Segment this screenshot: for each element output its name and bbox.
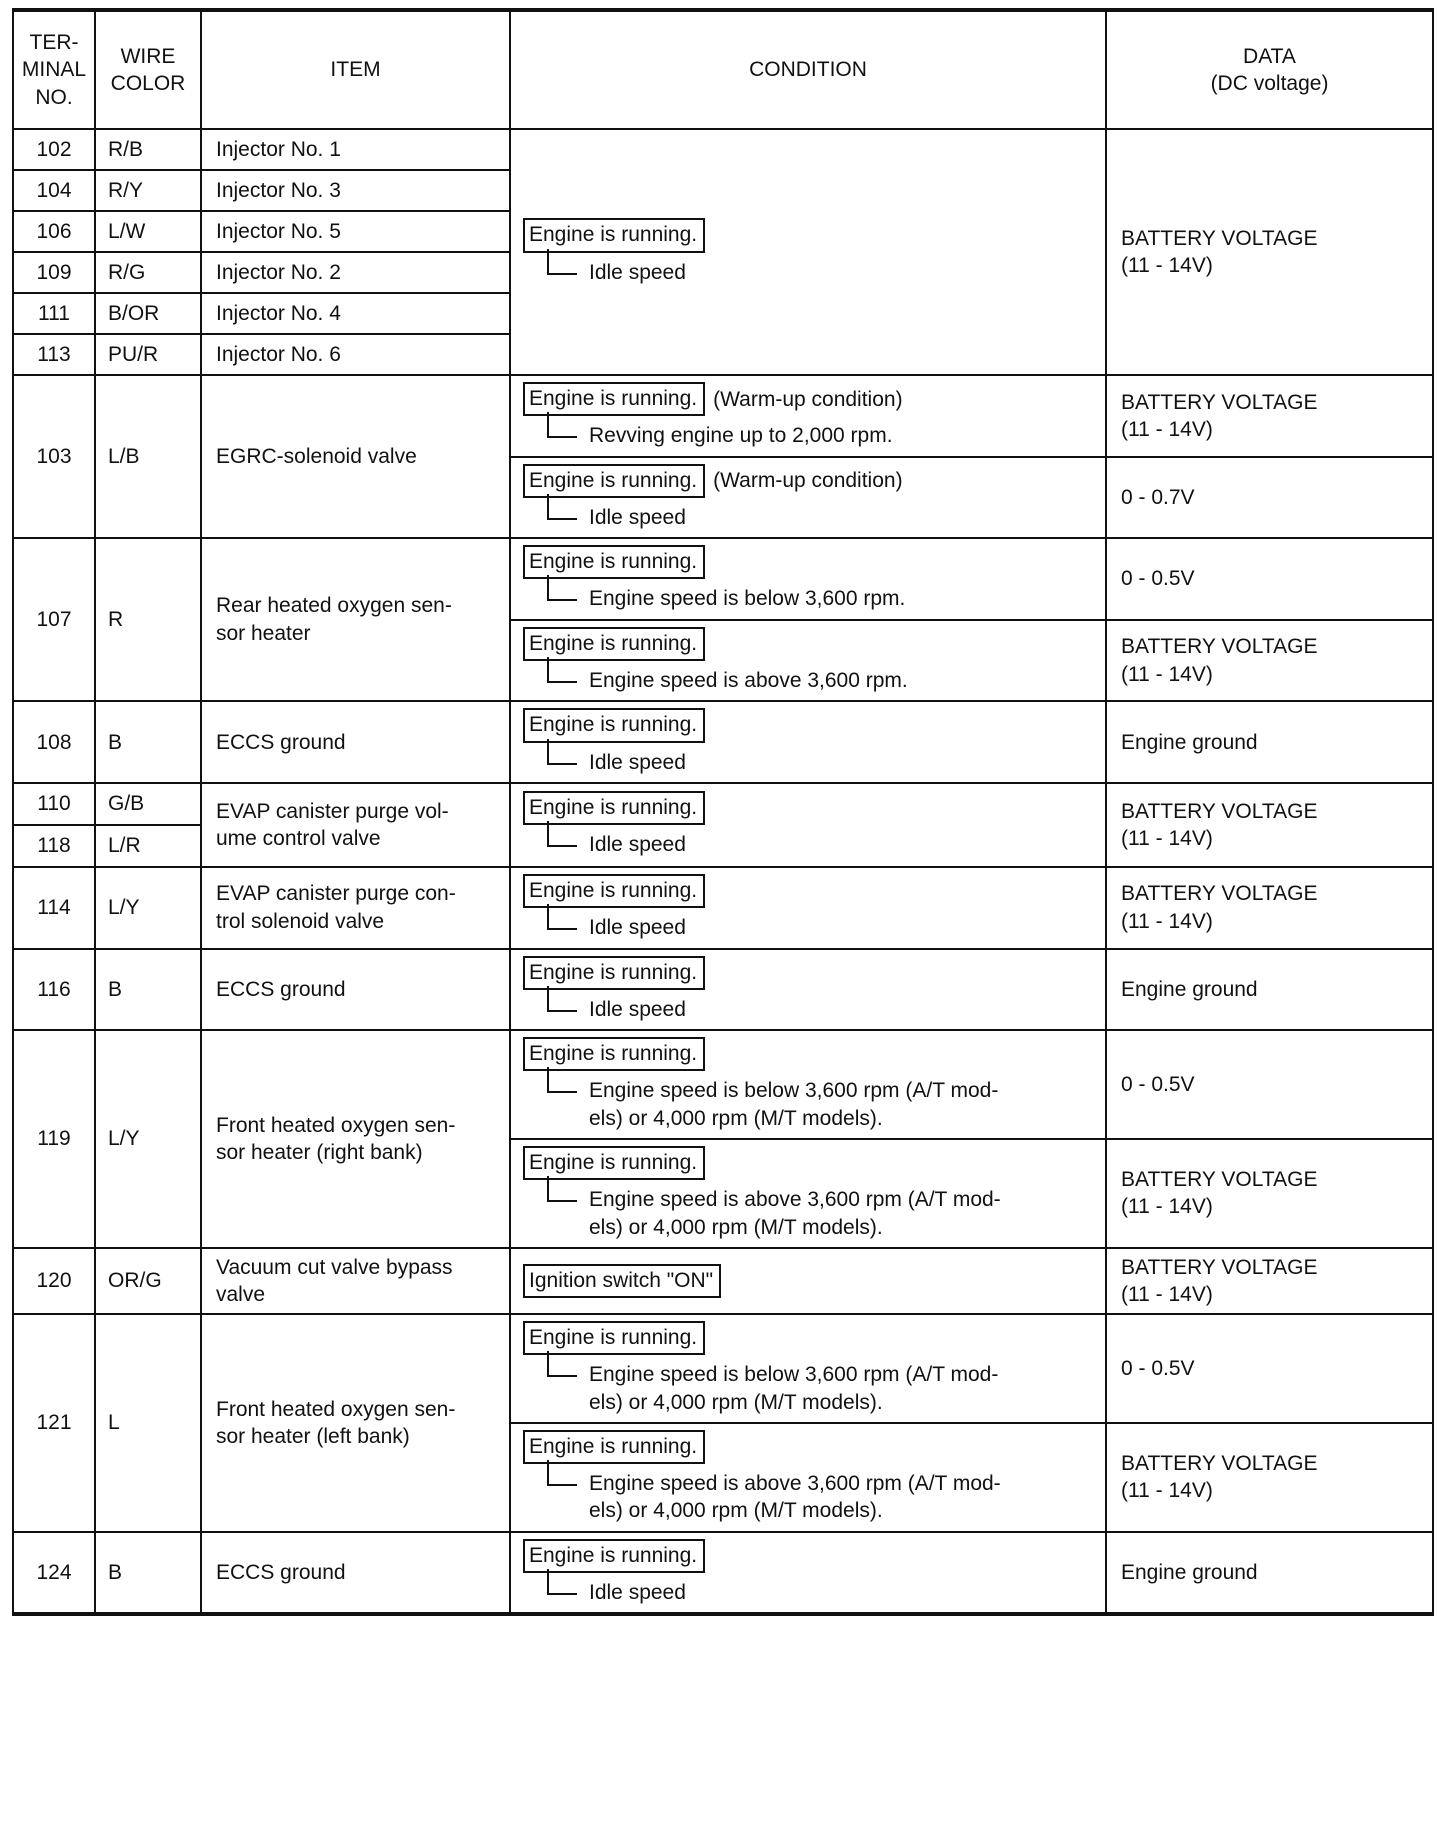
condition-sub: Idle speed — [547, 831, 1093, 858]
wire-color: R/G — [95, 252, 201, 293]
condition-main-line — [523, 382, 1093, 416]
wire-color: L/B — [95, 375, 201, 538]
table-row — [13, 375, 1433, 457]
terminal-no: 107 — [13, 538, 95, 701]
condition-main-line — [523, 218, 1093, 252]
terminal-no: 106 — [13, 211, 95, 252]
item-name: Rear heated oxygen sen- sor heater — [201, 538, 510, 701]
wire-color: B — [95, 701, 201, 783]
wire-color: L — [95, 1314, 201, 1532]
table-row — [13, 538, 1433, 620]
terminal-no: 116 — [13, 949, 95, 1031]
table-row — [13, 1248, 1433, 1314]
condition-main-line — [523, 627, 1093, 661]
terminal-no: 104 — [13, 170, 95, 211]
item-name: EGRC-solenoid valve — [201, 375, 510, 538]
wire-color: OR/G — [95, 1248, 201, 1314]
item-name: ECCS ground — [201, 949, 510, 1031]
condition-sub: Revving engine up to 2,000 rpm. — [547, 422, 1093, 449]
wire-color: L/R — [95, 825, 201, 867]
item-name: ECCS ground — [201, 701, 510, 783]
condition-box: Engine is running. — [523, 1321, 705, 1355]
condition-sub: Engine speed is above 3,600 rpm. — [547, 667, 1093, 694]
item-name: Injector No. 3 — [201, 170, 510, 211]
wire-color: R — [95, 538, 201, 701]
condition-block — [523, 382, 1093, 450]
condition-main-line — [523, 1037, 1093, 1071]
condition-block — [523, 1430, 1093, 1525]
condition-box: Engine is running. — [523, 218, 705, 252]
terminal-no: 111 — [13, 293, 95, 334]
condition-block — [523, 1037, 1093, 1132]
data-value: BATTERY VOLTAGE (11 - 14V) — [1106, 129, 1433, 375]
condition-main-line — [523, 708, 1093, 742]
table-row — [13, 949, 1433, 1031]
data-value: BATTERY VOLTAGE (11 - 14V) — [1106, 620, 1433, 702]
condition-main-line — [523, 1321, 1093, 1355]
terminal-no: 114 — [13, 867, 95, 949]
table-row — [13, 783, 1433, 825]
condition-cell — [510, 538, 1106, 620]
condition-cell — [510, 1532, 1106, 1615]
condition-box: Engine is running. — [523, 1430, 705, 1464]
header-condition: CONDITION — [510, 10, 1106, 129]
condition-box: Engine is running. — [523, 545, 705, 579]
condition-cell — [510, 867, 1106, 949]
terminal-no: 124 — [13, 1532, 95, 1615]
table-header-row — [13, 10, 1433, 129]
header-wire-color: WIRE COLOR — [95, 10, 201, 129]
terminal-data-table — [12, 8, 1434, 1616]
terminal-no: 119 — [13, 1030, 95, 1248]
condition-main-line — [523, 874, 1093, 908]
terminal-no: 120 — [13, 1248, 95, 1314]
condition-box: Engine is running. — [523, 708, 705, 742]
condition-block — [523, 464, 1093, 532]
data-value: BATTERY VOLTAGE (11 - 14V) — [1106, 1248, 1433, 1314]
item-name: ECCS ground — [201, 1532, 510, 1615]
terminal-no: 121 — [13, 1314, 95, 1532]
condition-sub: Engine speed is below 3,600 rpm (A/T mod- els) or 4,000 rpm (M/T models). — [547, 1361, 1093, 1416]
condition-block — [523, 956, 1093, 1024]
condition-cell — [510, 1030, 1106, 1139]
terminal-no: 110 — [13, 783, 95, 825]
condition-sub: Idle speed — [547, 1579, 1093, 1606]
item-name: EVAP canister purge vol- ume control valve — [201, 783, 510, 867]
condition-main-line — [523, 956, 1093, 990]
condition-note: (Warm-up condition) — [713, 387, 903, 411]
data-value: Engine ground — [1106, 701, 1433, 783]
item-name: Injector No. 4 — [201, 293, 510, 334]
condition-cell — [510, 949, 1106, 1031]
wire-color: PU/R — [95, 334, 201, 375]
terminal-no: 102 — [13, 129, 95, 170]
condition-sub: Engine speed is below 3,600 rpm. — [547, 585, 1093, 612]
data-value: 0 - 0.5V — [1106, 1314, 1433, 1423]
condition-sub: Idle speed — [547, 259, 1093, 286]
condition-cell — [510, 129, 1106, 375]
condition-cell — [510, 1423, 1106, 1532]
terminal-no: 118 — [13, 825, 95, 867]
table-row — [13, 129, 1433, 170]
condition-box: Engine is running. — [523, 1037, 705, 1071]
table-row — [13, 867, 1433, 949]
wire-color: L/Y — [95, 1030, 201, 1248]
condition-box: Ignition switch "ON" — [523, 1264, 721, 1298]
condition-box: Engine is running. — [523, 1146, 705, 1180]
data-value: BATTERY VOLTAGE (11 - 14V) — [1106, 867, 1433, 949]
wire-color: B — [95, 949, 201, 1031]
terminal-no: 108 — [13, 701, 95, 783]
data-value: BATTERY VOLTAGE (11 - 14V) — [1106, 1423, 1433, 1532]
item-name: Injector No. 6 — [201, 334, 510, 375]
terminal-no: 113 — [13, 334, 95, 375]
condition-note: (Warm-up condition) — [713, 469, 903, 493]
item-name: Injector No. 1 — [201, 129, 510, 170]
condition-sub: Idle speed — [547, 996, 1093, 1023]
condition-sub: Engine speed is above 3,600 rpm (A/T mod- els) or 4,000 rpm (M/T models). — [547, 1186, 1093, 1241]
condition-block — [523, 874, 1093, 942]
condition-main-line — [523, 1264, 1093, 1298]
condition-block — [523, 1262, 1093, 1300]
item-name: Injector No. 5 — [201, 211, 510, 252]
condition-sub: Engine speed is above 3,600 rpm (A/T mod- els) or 4,000 rpm (M/T models). — [547, 1470, 1093, 1525]
condition-sub: Idle speed — [547, 914, 1093, 941]
item-name: Injector No. 2 — [201, 252, 510, 293]
condition-sub: Idle speed — [547, 504, 1093, 531]
data-value: BATTERY VOLTAGE (11 - 14V) — [1106, 1139, 1433, 1248]
condition-cell — [510, 620, 1106, 702]
table-body — [13, 129, 1433, 1614]
terminal-no: 103 — [13, 375, 95, 538]
table-row — [13, 701, 1433, 783]
data-value: 0 - 0.7V — [1106, 457, 1433, 539]
wire-color: R/Y — [95, 170, 201, 211]
table-row — [13, 1532, 1433, 1615]
table-row — [13, 1030, 1433, 1139]
condition-cell — [510, 701, 1106, 783]
item-name: EVAP canister purge con- trol solenoid valve — [201, 867, 510, 949]
data-value: Engine ground — [1106, 1532, 1433, 1615]
condition-sub: Engine speed is below 3,600 rpm (A/T mod- els) or 4,000 rpm (M/T models). — [547, 1077, 1093, 1132]
condition-block — [523, 791, 1093, 859]
condition-block — [523, 1321, 1093, 1416]
condition-cell — [510, 375, 1106, 457]
condition-cell — [510, 783, 1106, 867]
condition-block — [523, 627, 1093, 695]
wire-color: B — [95, 1532, 201, 1615]
condition-sub: Idle speed — [547, 749, 1093, 776]
item-name: Vacuum cut valve bypass valve — [201, 1248, 510, 1314]
condition-block — [523, 708, 1093, 776]
condition-main-line — [523, 1539, 1093, 1573]
wire-color: B/OR — [95, 293, 201, 334]
table-row — [13, 1314, 1433, 1423]
data-value: 0 - 0.5V — [1106, 538, 1433, 620]
header-item: ITEM — [201, 10, 510, 129]
data-value: Engine ground — [1106, 949, 1433, 1031]
item-name: Front heated oxygen sen- sor heater (left bank) — [201, 1314, 510, 1532]
condition-box: Engine is running. — [523, 791, 705, 825]
condition-cell — [510, 1139, 1106, 1248]
condition-cell — [510, 457, 1106, 539]
wire-color: L/Y — [95, 867, 201, 949]
condition-main-line — [523, 464, 1093, 498]
wire-color: G/B — [95, 783, 201, 825]
item-name: Front heated oxygen sen- sor heater (right bank) — [201, 1030, 510, 1248]
condition-cell — [510, 1248, 1106, 1314]
condition-box: Engine is running. — [523, 382, 705, 416]
data-value: BATTERY VOLTAGE (11 - 14V) — [1106, 375, 1433, 457]
condition-box: Engine is running. — [523, 874, 705, 908]
terminal-no: 109 — [13, 252, 95, 293]
data-value: 0 - 0.5V — [1106, 1030, 1433, 1139]
condition-block — [523, 218, 1093, 286]
condition-box: Engine is running. — [523, 464, 705, 498]
wire-color: L/W — [95, 211, 201, 252]
condition-box: Engine is running. — [523, 1539, 705, 1573]
condition-cell — [510, 1314, 1106, 1423]
condition-box: Engine is running. — [523, 627, 705, 661]
condition-main-line — [523, 791, 1093, 825]
condition-block — [523, 1539, 1093, 1607]
condition-block — [523, 545, 1093, 613]
condition-block — [523, 1146, 1093, 1241]
condition-main-line — [523, 1146, 1093, 1180]
data-value: BATTERY VOLTAGE (11 - 14V) — [1106, 783, 1433, 867]
wire-color: R/B — [95, 129, 201, 170]
condition-box: Engine is running. — [523, 956, 705, 990]
header-terminal-no: TER- MINAL NO. — [13, 10, 95, 129]
condition-main-line — [523, 545, 1093, 579]
header-data: DATA (DC voltage) — [1106, 10, 1433, 129]
condition-main-line — [523, 1430, 1093, 1464]
